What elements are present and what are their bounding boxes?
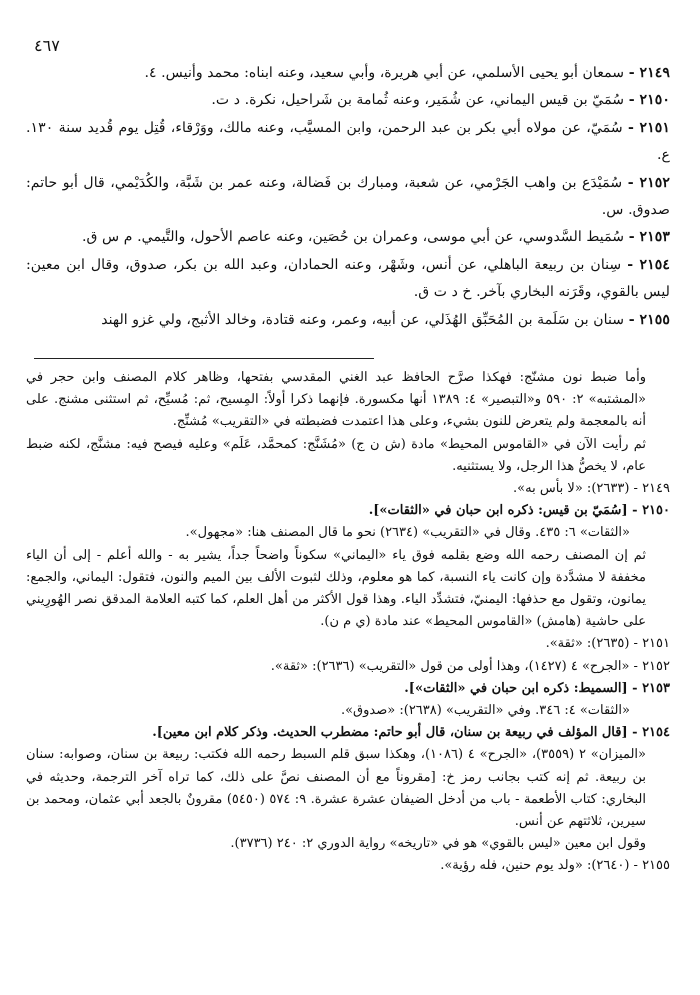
biography-entries — [26, 60, 670, 334]
entry-text: سُمَيْدَع بن واهب الجَرْمي، عن شعبة، ومبارك بن فَضالة، وعنه عمر بن شَبَّة، والكُدَيْمي، قال أبو حاتم: صدوق. س. — [26, 174, 670, 219]
footnote-paragraph: وأما ضبط نون مشنّج: فهكذا صرَّح الحافظ عبد الغني المقدسي بفتحها، وظاهر كلام المصنف وابن حجر في «المشتبه» ٢: ٥٩٠ و«التبصير» ٤: ١٣٨٩ أنها مكسورة. فإنهما ذكرا أولاً: المِسيح، ثم: مُسيِّح، ثم استثنى مشنج. على أنه بالمعجمة ولم يتعرض للنون بشيء، وعلى هذا اعتمدت فضبطته في «التقريب» مُشنِّج. — [26, 370, 646, 430]
footnote-paragraph: ٢١٥٢ - «الجرح» ٤ (١٤٢٧)، وهذا أولى من قول «التقريب» (٢٦٣٦): «ثقة». — [270, 658, 670, 674]
footnote-paragraph: وقول ابن معين «ليس بالقوي» هو في «تاريخه» رواية الدوري ٢: ٢٤٠ (٣٧٣٦). — [230, 836, 646, 852]
entry-number: ٢١٥٥ - — [628, 311, 670, 328]
entry-text: سِنان بن ربيعة الباهلي، عن أنس، وشَهْر، وعنه الحمادان، وعبد الله بن بكر، صدوق، وقال ابن معين: ليس بالقوي، وقَرَنه البخاري بآخر. خ د ت ق. — [26, 256, 670, 301]
entry-number: ٢١٥٠ - — [628, 92, 670, 109]
entry — [26, 87, 670, 114]
footnote-paragraph: ٢١٥٣ - [السميط: ذكره ابن حبان في «الثقات»]. — [404, 680, 670, 696]
entry-number: ٢١٥١ - — [627, 119, 671, 136]
footnote-paragraph: ٢١٤٩ - (٢٦٣٣): «لا بأس به». — [513, 481, 670, 497]
entry — [26, 115, 670, 170]
entry-text: سُمَيّ، عن مولاه أبي بكر بن عبد الرحمن، وابن المسيَّب، وعنه مالك، ووَرْقاء، قُتِل يوم قُديد سنة ١٣٠. ع. — [26, 119, 670, 164]
entry-number: ٢١٥٣ - — [628, 229, 670, 246]
entry — [26, 60, 670, 87]
entry — [26, 224, 670, 251]
entry — [26, 252, 670, 307]
entry-number: ٢١٥٤ - — [627, 256, 671, 273]
footnotes — [26, 367, 670, 878]
entry-text: سمعان أبو يحيى الأسلمي، عن أبي هريرة، وأبي سعيد، وعنه ابناه: محمد وأنيس. ٤. — [144, 65, 625, 81]
footnote-paragraph: ٢١٥٥ - (٢٦٤٠): «ولد يوم حنين، فله رؤية». — [440, 858, 670, 874]
page-number: ٤٦٧ — [34, 36, 60, 55]
entry-text: سنان بن سَلَمة بن المُحَبِّق الهُذَلي، عن أبيه، وعمر، وعنه قتادة، وخالد الأثبج، ولي غزو الهند — [101, 311, 625, 328]
entry — [26, 170, 670, 225]
entry-text: سُمَيّ بن قيس اليماني، عن شُمَير، وعنه ثُمامة بن شَراحيل، نكرة. د ت. — [211, 92, 625, 109]
footnote-paragraph: ٢١٥٤ - [قال المؤلف في ربيعة بن سنان، قال أبو حاتم: مضطرب الحديث. وذكر كلام ابن معين]. — [152, 725, 670, 741]
footnote-paragraph: ٢١٥١ - (٢٦٣٥): «ثقة». — [545, 636, 670, 652]
footnote-paragraph: «الميزان» ٢ (٣٥٥٩)، «الجرح» ٤ (١٠٨٦)، وهكذا سبق قلم السبط رحمه الله فكتب: ربيعة بن سنان، وصوابه: سنان بن ربيعة. ثم إنه كتب بجانب رمز خ: [مقروناً مع أن المصنف نصَّ على ذلك، كما تراه آخر الترجمة، وحديثه في البخاري: كتاب الأطعمة - باب من أدخل الضيفان عشرة عشرة. ٩: ٥٧٤ (٥٤٥٠) مقرونٌ بالجعد أبي عثمان، ومحمد بن سيرين، ثلاثتهم عن أنس. — [26, 747, 646, 830]
entry-number: ٢١٥٢ - — [627, 174, 670, 191]
entry — [26, 307, 670, 334]
footnote-paragraph: «الثقات» ٦: ٤٣٥. وقال في «التقريب» (٢٦٣٤) نحو ما قال المصنف هنا: «مجهول». — [185, 525, 630, 541]
footnote-paragraph: ثم إن المصنف رحمه الله وضع بقلمه فوق ياء «اليماني» سكوناً واضحاً جداً، يشير به - والله أعلم - إلى أن الياء مخففة لا مشدَّدة وإن كانت ياء النسبة، كما هو معلوم، وذلك لثبوت الألف بين الميم والنون، فتقول: اليماني، والجمع: يمانون، وتقول مع حذفها: اليمنيّ، فتشدِّد الياء. وهذا قول الأكثر من أهل العلم، كما كتبه العلامة المدقق نصر الهُورِيني على حاشية (هامش) «القاموس المحيط» عند مادة (ي م ن). — [26, 547, 646, 630]
footnote-paragraph: ثم رأيت الآن في «القاموس المحيط» مادة (ش ن ج) «مُشَنَّج: كمحمَّد، عَلَم» وعليه فيصح فيه: مشنَّج، لكنه ضبط عام، لا يخصُّ هذا الرجل، ولا يستثنيه. — [26, 436, 646, 474]
footnote-divider — [34, 358, 374, 359]
entry-number: ٢١٤٩ - — [628, 65, 670, 81]
footnote-paragraph: «الثقات» ٤: ٣٤٦. وفي «التقريب» (٢٦٣٨): «صدوق». — [340, 703, 630, 719]
entry-text: سُمَيط السَّدوسي، عن أبي موسى، وعمران بن حُصَين، وعنه عاصم الأحول، والتَّيمي. م س ق. — [81, 229, 625, 246]
footnote-paragraph: ٢١٥٠ - [سُمَيّ بن قيس: ذكره ابن حبان في «الثقات»]. — [368, 503, 670, 519]
